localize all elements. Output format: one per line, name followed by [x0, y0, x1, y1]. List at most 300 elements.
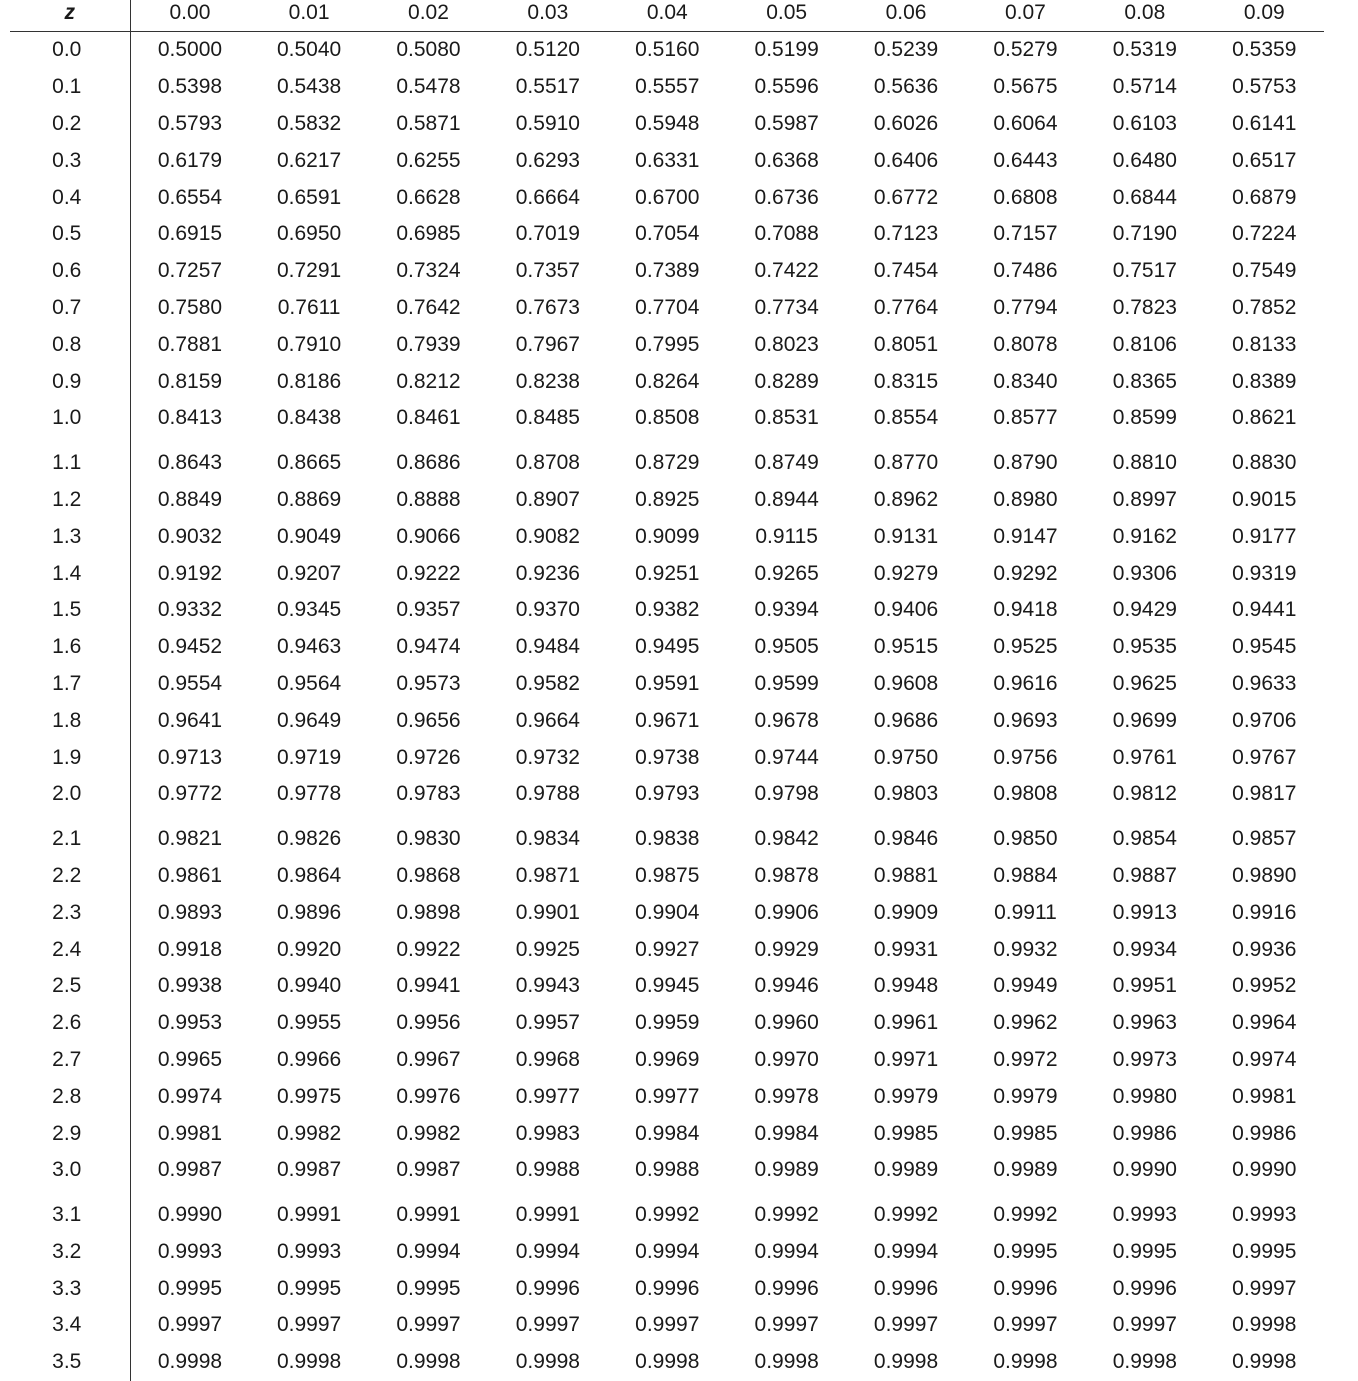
- probability-cell: 0.5714: [1112, 75, 1177, 99]
- probability-cell: 0.9857: [1232, 827, 1297, 851]
- probability-cell: 0.8686: [396, 451, 461, 475]
- probability-cell: 0.9177: [1232, 524, 1297, 548]
- z-value-cell: 1.2: [10, 482, 130, 519]
- probability-cell: 0.5557: [635, 75, 700, 99]
- probability-cell: 0.9808: [993, 782, 1058, 806]
- probability-cell: 0.9997: [1112, 1313, 1177, 1337]
- probability-cell: 0.9945: [635, 974, 700, 998]
- table-row: [10, 1078, 1324, 1115]
- probability-cell: 0.9955: [276, 1011, 342, 1035]
- probability-cell: 0.9960: [754, 1011, 819, 1035]
- probability-cell: 0.9803: [873, 782, 939, 806]
- probability-cell: 0.9994: [635, 1239, 700, 1263]
- probability-cell: 0.6517: [1232, 148, 1297, 172]
- probability-cell: 0.9998: [754, 1350, 819, 1374]
- probability-cell: 0.9545: [1232, 635, 1297, 659]
- probability-cell: 0.5319: [1112, 38, 1177, 62]
- probability-cell: 0.9207: [276, 561, 342, 585]
- probability-cell: 0.8389: [1232, 369, 1297, 393]
- probability-cell: 0.9744: [754, 745, 819, 769]
- probability-cell: 0.9625: [1112, 671, 1177, 695]
- probability-cell: 0.6331: [635, 148, 700, 172]
- column-header: 0.05: [727, 0, 846, 32]
- probability-cell: 0.9998: [396, 1350, 461, 1374]
- probability-cell: 0.9554: [157, 671, 223, 695]
- probability-cell: 0.8159: [157, 369, 223, 393]
- probability-cell: 0.8888: [396, 487, 461, 511]
- probability-cell: 0.5000: [157, 38, 223, 62]
- probability-cell: 0.9564: [276, 671, 342, 695]
- probability-cell: 0.5279: [993, 38, 1058, 62]
- probability-cell: 0.9656: [396, 708, 461, 732]
- probability-cell: 0.9976: [396, 1084, 461, 1108]
- probability-cell: 0.7190: [1112, 222, 1177, 246]
- probability-cell: 0.8577: [993, 406, 1058, 430]
- probability-cell: 0.6554: [157, 185, 223, 209]
- probability-cell: 0.9941: [396, 974, 461, 998]
- table-row: [10, 106, 1324, 143]
- probability-cell: 0.9993: [1112, 1203, 1177, 1227]
- probability-cell: 0.9996: [515, 1276, 580, 1300]
- column-header: 0.07: [966, 0, 1085, 32]
- probability-cell: 0.6141: [1232, 111, 1297, 135]
- probability-cell: 0.9957: [515, 1011, 580, 1035]
- table-body: [10, 32, 1324, 1381]
- probability-cell: 0.9996: [754, 1276, 819, 1300]
- table-row: [10, 482, 1324, 519]
- probability-cell: 0.9812: [1112, 782, 1177, 806]
- probability-cell: 0.5199: [754, 38, 819, 62]
- table-row: [10, 290, 1324, 327]
- probability-cell: 0.8830: [1232, 451, 1297, 475]
- probability-cell: 0.9357: [396, 598, 461, 622]
- probability-cell: 0.9854: [1112, 827, 1177, 851]
- probability-cell: 0.9997: [157, 1313, 223, 1337]
- probability-cell: 0.9875: [635, 863, 700, 887]
- probability-cell: 0.9995: [276, 1276, 342, 1300]
- probability-cell: 0.6808: [993, 185, 1058, 209]
- probability-cell: 0.8106: [1112, 332, 1177, 356]
- probability-cell: 0.9830: [396, 827, 461, 851]
- probability-cell: 0.5478: [396, 75, 461, 99]
- probability-cell: 0.9987: [396, 1158, 461, 1182]
- probability-cell: 0.5120: [515, 38, 580, 62]
- column-header: 0.03: [488, 0, 607, 32]
- z-value-cell: 0.6: [10, 253, 130, 290]
- probability-cell: 0.9936: [1232, 937, 1297, 961]
- probability-cell: 0.9987: [276, 1158, 342, 1182]
- probability-cell: 0.9953: [157, 1011, 223, 1035]
- probability-cell: 0.6064: [993, 111, 1058, 135]
- probability-cell: 0.9767: [1232, 745, 1297, 769]
- probability-cell: 0.9965: [157, 1047, 223, 1071]
- probability-cell: 0.7389: [635, 259, 700, 283]
- table-row: [10, 894, 1324, 931]
- probability-cell: 0.9319: [1232, 561, 1297, 585]
- probability-cell: 0.8925: [635, 487, 700, 511]
- table-row: [10, 629, 1324, 666]
- probability-cell: 0.8413: [157, 406, 223, 430]
- table-row: [10, 776, 1324, 813]
- probability-cell: 0.9997: [1232, 1276, 1297, 1300]
- probability-cell: 0.9616: [993, 671, 1058, 695]
- probability-cell: 0.9515: [873, 635, 939, 659]
- probability-cell: 0.7517: [1112, 259, 1177, 283]
- z-column-header: z: [10, 0, 130, 32]
- table-row: [10, 216, 1324, 253]
- probability-cell: 0.9994: [873, 1239, 939, 1263]
- probability-cell: 0.9993: [157, 1239, 223, 1263]
- z-value-cell: 2.0: [10, 776, 130, 813]
- probability-cell: 0.9975: [276, 1084, 342, 1108]
- probability-cell: 0.7881: [157, 332, 223, 356]
- probability-cell: 0.9049: [276, 524, 342, 548]
- probability-cell: 0.5675: [993, 75, 1058, 99]
- probability-cell: 0.8340: [993, 369, 1058, 393]
- table-row: [10, 702, 1324, 739]
- probability-cell: 0.8962: [873, 487, 939, 511]
- probability-cell: 0.9996: [1112, 1276, 1177, 1300]
- table-header-row: [10, 0, 1324, 32]
- probability-cell: 0.9893: [157, 900, 223, 924]
- probability-cell: 0.9998: [993, 1350, 1058, 1374]
- probability-cell: 0.9986: [1232, 1121, 1297, 1145]
- probability-cell: 0.9788: [515, 782, 580, 806]
- probability-cell: 0.6293: [515, 148, 580, 172]
- probability-cell: 0.7088: [754, 222, 819, 246]
- probability-cell: 0.6985: [396, 222, 461, 246]
- probability-cell: 0.9967: [396, 1047, 461, 1071]
- probability-cell: 0.9990: [1232, 1158, 1297, 1182]
- probability-cell: 0.9948: [873, 974, 939, 998]
- table-row: [10, 1042, 1324, 1079]
- probability-cell: 0.8051: [873, 332, 939, 356]
- probability-cell: 0.8749: [754, 451, 819, 475]
- probability-cell: 0.9969: [635, 1047, 700, 1071]
- z-value-cell: 1.5: [10, 592, 130, 629]
- probability-cell: 0.8729: [635, 451, 700, 475]
- probability-cell: 0.5438: [276, 75, 342, 99]
- probability-cell: 0.9946: [754, 974, 819, 998]
- table-row: [10, 326, 1324, 363]
- probability-cell: 0.7734: [754, 295, 819, 319]
- probability-cell: 0.9977: [635, 1084, 700, 1108]
- probability-cell: 0.9608: [873, 671, 939, 695]
- probability-cell: 0.9925: [515, 937, 580, 961]
- probability-cell: 0.9861: [157, 863, 223, 887]
- z-value-cell: 0.3: [10, 142, 130, 179]
- probability-cell: 0.9997: [635, 1313, 700, 1337]
- probability-cell: 0.9761: [1112, 745, 1177, 769]
- probability-cell: 0.9985: [873, 1121, 939, 1145]
- probability-cell: 0.7019: [515, 222, 580, 246]
- probability-cell: 0.9082: [515, 524, 580, 548]
- probability-cell: 0.6700: [635, 185, 700, 209]
- probability-cell: 0.5040: [276, 38, 342, 62]
- probability-cell: 0.8599: [1112, 406, 1177, 430]
- probability-cell: 0.8315: [873, 369, 939, 393]
- probability-cell: 0.9406: [873, 598, 939, 622]
- probability-cell: 0.8186: [276, 369, 342, 393]
- table-row: [10, 1234, 1324, 1271]
- probability-cell: 0.9984: [754, 1121, 819, 1145]
- probability-cell: 0.9582: [515, 671, 580, 695]
- probability-cell: 0.9993: [1232, 1203, 1297, 1227]
- probability-cell: 0.8944: [754, 487, 819, 511]
- probability-cell: 0.9429: [1112, 598, 1177, 622]
- probability-cell: 0.7549: [1232, 259, 1297, 283]
- probability-cell: 0.9599: [754, 671, 819, 695]
- probability-cell: 0.8554: [873, 406, 939, 430]
- probability-cell: 0.6879: [1232, 185, 1297, 209]
- probability-cell: 0.6406: [873, 148, 939, 172]
- probability-cell: 0.9678: [754, 708, 819, 732]
- probability-cell: 0.9463: [276, 635, 342, 659]
- probability-cell: 0.9842: [754, 827, 819, 851]
- probability-cell: 0.9032: [157, 524, 223, 548]
- z-value-cell: 1.3: [10, 518, 130, 555]
- probability-cell: 0.9992: [754, 1203, 819, 1227]
- z-value-cell: 0.0: [10, 32, 130, 69]
- probability-cell: 0.9671: [635, 708, 700, 732]
- probability-cell: 0.9991: [515, 1203, 580, 1227]
- table-row: [10, 363, 1324, 400]
- probability-cell: 0.9981: [157, 1121, 223, 1145]
- probability-cell: 0.9997: [396, 1313, 461, 1337]
- probability-cell: 0.9015: [1232, 487, 1297, 511]
- probability-cell: 0.9535: [1112, 635, 1177, 659]
- probability-cell: 0.9991: [276, 1203, 342, 1227]
- probability-cell: 0.9099: [635, 524, 700, 548]
- probability-cell: 0.9783: [396, 782, 461, 806]
- probability-cell: 0.9973: [1112, 1047, 1177, 1071]
- probability-cell: 0.9884: [993, 863, 1058, 887]
- probability-cell: 0.5753: [1232, 75, 1297, 99]
- probability-cell: 0.9868: [396, 863, 461, 887]
- probability-cell: 0.9890: [1232, 863, 1297, 887]
- probability-cell: 0.9997: [754, 1313, 819, 1337]
- probability-cell: 0.9222: [396, 561, 461, 585]
- probability-cell: 0.6591: [276, 185, 342, 209]
- column-header: 0.08: [1085, 0, 1204, 32]
- table-row: [10, 739, 1324, 776]
- probability-cell: 0.9995: [993, 1239, 1058, 1263]
- z-value-cell: 1.7: [10, 666, 130, 703]
- probability-cell: 0.7611: [277, 295, 341, 319]
- probability-cell: 0.9978: [754, 1084, 819, 1108]
- probability-cell: 0.9162: [1112, 524, 1177, 548]
- probability-cell: 0.9732: [515, 745, 580, 769]
- probability-cell: 0.6026: [873, 111, 939, 135]
- table-row: [10, 1115, 1324, 1152]
- probability-cell: 0.9997: [993, 1313, 1058, 1337]
- probability-cell: 0.9962: [993, 1011, 1058, 1035]
- z-value-cell: 3.3: [10, 1270, 130, 1307]
- probability-cell: 0.9633: [1232, 671, 1297, 695]
- probability-cell: 0.8461: [396, 406, 461, 430]
- probability-cell: 0.5910: [515, 111, 580, 135]
- probability-cell: 0.9664: [515, 708, 580, 732]
- probability-cell: 0.8264: [635, 369, 700, 393]
- probability-cell: 0.8438: [276, 406, 342, 430]
- probability-cell: 0.9983: [515, 1121, 580, 1145]
- probability-cell: 0.7580: [157, 295, 223, 319]
- probability-cell: 0.8485: [515, 406, 580, 430]
- probability-cell: 0.9706: [1232, 708, 1297, 732]
- probability-cell: 0.9394: [754, 598, 819, 622]
- table-row: [10, 1270, 1324, 1307]
- probability-cell: 0.7257: [157, 259, 223, 283]
- probability-cell: 0.9887: [1112, 863, 1177, 887]
- probability-cell: 0.6736: [754, 185, 819, 209]
- table-row: [10, 666, 1324, 703]
- probability-cell: 0.9693: [993, 708, 1058, 732]
- probability-cell: 0.9772: [157, 782, 223, 806]
- table-row: [10, 179, 1324, 216]
- probability-cell: 0.6443: [993, 148, 1058, 172]
- probability-cell: 0.9573: [396, 671, 461, 695]
- probability-cell: 0.9484: [515, 635, 580, 659]
- column-header: 0.00: [130, 0, 249, 32]
- probability-cell: 0.8365: [1112, 369, 1177, 393]
- probability-cell: 0.9998: [873, 1350, 939, 1374]
- probability-cell: 0.9972: [993, 1047, 1058, 1071]
- z-value-cell: 3.4: [10, 1307, 130, 1344]
- probability-cell: 0.9951: [1112, 974, 1177, 998]
- probability-cell: 0.9525: [993, 635, 1058, 659]
- probability-cell: 0.9970: [754, 1047, 819, 1071]
- probability-cell: 0.9943: [515, 974, 580, 998]
- probability-cell: 0.9996: [993, 1276, 1058, 1300]
- z-value-cell: 0.4: [10, 179, 130, 216]
- probability-cell: 0.8023: [754, 332, 819, 356]
- probability-cell: 0.6255: [396, 148, 461, 172]
- probability-cell: 0.9998: [1232, 1350, 1297, 1374]
- probability-cell: 0.9982: [396, 1121, 461, 1145]
- table-row: [10, 437, 1324, 482]
- probability-cell: 0.9979: [993, 1084, 1058, 1108]
- probability-cell: 0.9987: [157, 1158, 223, 1182]
- probability-cell: 0.9850: [993, 827, 1058, 851]
- probability-cell: 0.7357: [515, 259, 580, 283]
- probability-cell: 0.9251: [635, 561, 700, 585]
- z-value-cell: 2.3: [10, 894, 130, 931]
- probability-cell: 0.9938: [157, 974, 223, 998]
- probability-cell: 0.5160: [635, 38, 700, 62]
- probability-cell: 0.5636: [873, 75, 939, 99]
- probability-cell: 0.9993: [276, 1239, 342, 1263]
- probability-cell: 0.9750: [873, 745, 939, 769]
- table-row: [10, 69, 1324, 106]
- z-value-cell: 0.9: [10, 363, 130, 400]
- probability-cell: 0.9998: [515, 1350, 580, 1374]
- column-header: 0.06: [846, 0, 965, 32]
- column-header: 0.01: [249, 0, 368, 32]
- z-value-cell: 2.5: [10, 968, 130, 1005]
- probability-cell: 0.9982: [276, 1121, 342, 1145]
- probability-cell: 0.9738: [635, 745, 700, 769]
- probability-cell: 0.9452: [157, 635, 223, 659]
- probability-cell: 0.9949: [993, 974, 1058, 998]
- probability-cell: 0.9979: [873, 1084, 939, 1108]
- z-value-cell: 1.8: [10, 702, 130, 739]
- probability-cell: 0.9995: [1232, 1239, 1297, 1263]
- probability-cell: 0.8508: [635, 406, 700, 430]
- z-value-cell: 0.5: [10, 216, 130, 253]
- probability-cell: 0.9904: [635, 900, 700, 924]
- probability-cell: 0.7054: [635, 222, 700, 246]
- table-row: [10, 858, 1324, 895]
- probability-cell: 0.7794: [993, 295, 1058, 319]
- probability-cell: 0.9131: [873, 524, 939, 548]
- probability-cell: 0.8810: [1112, 451, 1177, 475]
- probability-cell: 0.8907: [515, 487, 580, 511]
- probability-cell: 0.6179: [157, 148, 223, 172]
- probability-cell: 0.9913: [1112, 900, 1177, 924]
- probability-cell: 0.9505: [754, 635, 819, 659]
- probability-cell: 0.9279: [873, 561, 939, 585]
- probability-cell: 0.9995: [1112, 1239, 1177, 1263]
- probability-cell: 0.7764: [873, 295, 939, 319]
- probability-cell: 0.9382: [635, 598, 700, 622]
- probability-cell: 0.9940: [276, 974, 342, 998]
- probability-cell: 0.9898: [396, 900, 461, 924]
- probability-cell: 0.9649: [276, 708, 342, 732]
- z-value-cell: 2.6: [10, 1005, 130, 1042]
- z-value-cell: 2.8: [10, 1078, 130, 1115]
- probability-cell: 0.8997: [1112, 487, 1177, 511]
- probability-cell: 0.9821: [157, 827, 223, 851]
- probability-cell: 0.7454: [873, 259, 939, 283]
- column-header: 0.04: [608, 0, 727, 32]
- probability-cell: 0.9959: [635, 1011, 700, 1035]
- probability-cell: 0.9495: [635, 635, 700, 659]
- table-row: [10, 253, 1324, 290]
- probability-cell: 0.8621: [1232, 406, 1297, 430]
- z-value-cell: 0.1: [10, 69, 130, 106]
- probability-cell: 0.9236: [515, 561, 580, 585]
- probability-cell: 0.5987: [754, 111, 819, 135]
- probability-cell: 0.7673: [515, 295, 580, 319]
- z-value-cell: 2.9: [10, 1115, 130, 1152]
- probability-cell: 0.9929: [754, 937, 819, 961]
- probability-cell: 0.9998: [157, 1350, 223, 1374]
- probability-cell: 0.5359: [1232, 38, 1297, 62]
- probability-cell: 0.9966: [276, 1047, 342, 1071]
- z-value-cell: 3.0: [10, 1152, 130, 1189]
- probability-cell: 0.9971: [873, 1047, 939, 1071]
- probability-cell: 0.9826: [276, 827, 342, 851]
- probability-cell: 0.9918: [157, 937, 223, 961]
- table-row: [10, 592, 1324, 629]
- table-row: [10, 1344, 1324, 1381]
- probability-cell: 0.9066: [396, 524, 461, 548]
- probability-cell: 0.9441: [1232, 598, 1297, 622]
- probability-cell: 0.5517: [515, 75, 580, 99]
- probability-cell: 0.9994: [515, 1239, 580, 1263]
- probability-cell: 0.9881: [873, 863, 939, 887]
- table-row: [10, 555, 1324, 592]
- table-row: [10, 1152, 1324, 1189]
- probability-cell: 0.8643: [157, 451, 223, 475]
- probability-cell: 0.8212: [396, 369, 461, 393]
- probability-cell: 0.9984: [635, 1121, 700, 1145]
- probability-cell: 0.9370: [515, 598, 580, 622]
- probability-cell: 0.9932: [993, 937, 1058, 961]
- probability-cell: 0.6217: [276, 148, 342, 172]
- z-value-cell: 2.4: [10, 931, 130, 968]
- probability-cell: 0.9980: [1112, 1084, 1177, 1108]
